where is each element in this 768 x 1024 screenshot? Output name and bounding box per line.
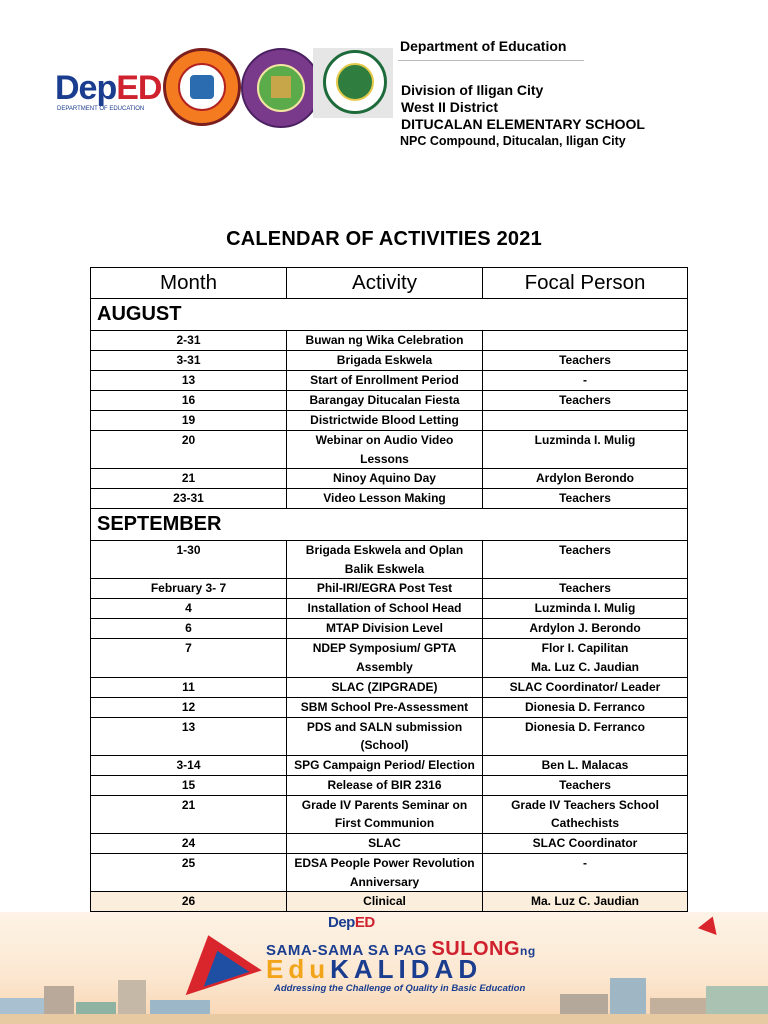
activity-cell: NDEP Symposium/ GPTA Assembly	[287, 639, 483, 677]
activity-cell: Installation of School Head	[287, 599, 483, 619]
date-cell: 16	[91, 391, 287, 411]
column-header-month: Month	[91, 268, 287, 299]
date-cell: 13	[91, 371, 287, 391]
table-row	[91, 697, 688, 717]
focal-person-cell	[483, 411, 688, 431]
activity-cell: SLAC	[287, 833, 483, 853]
activity-cell: Ninoy Aquino Day	[287, 469, 483, 489]
activity-cell: EDSA People Power Revolution Anniversary	[287, 853, 483, 891]
column-header-focal-person: Focal Person	[483, 268, 688, 299]
month-section-row	[91, 299, 688, 331]
activity-cell: Video Lesson Making	[287, 489, 483, 509]
district-name: West II District	[401, 99, 498, 115]
slogan-text: SAMA-SAMA SA PAG	[266, 942, 432, 959]
activity-cell: Districtwide Blood Letting	[287, 411, 483, 431]
table-row	[91, 541, 688, 579]
activity-cell: Start of Enrollment Period	[287, 371, 483, 391]
activities-table	[90, 267, 688, 912]
deped-logo	[55, 70, 163, 114]
activity-cell: MTAP Division Level	[287, 619, 483, 639]
table-row	[91, 391, 688, 411]
activity-cell: SLAC (ZIPGRADE)	[287, 677, 483, 697]
activity-cell: SPG Campaign Period/ Election	[287, 755, 483, 775]
date-cell: 3-31	[91, 351, 287, 371]
focal-person-cell: Teachers	[483, 391, 688, 411]
focal-person-cell: Teachers	[483, 489, 688, 509]
activity-cell: Brigada Eskwela	[287, 351, 483, 371]
banner-deped-logo: DepED	[328, 914, 375, 931]
table-row	[91, 431, 688, 469]
table-row	[91, 853, 688, 891]
department-name: Department of Education	[400, 38, 567, 54]
edukalidad-wordmark	[266, 954, 482, 985]
slogan-highlight: SULONG	[431, 938, 521, 960]
month-label: AUGUST	[91, 299, 688, 331]
date-cell: 12	[91, 697, 287, 717]
table-header-row	[91, 268, 688, 299]
deped-logo-text: DepED	[55, 69, 162, 107]
table-row	[91, 371, 688, 391]
activity-cell: Grade IV Parents Seminar on First Communion	[287, 795, 483, 833]
banner-ground	[0, 1014, 768, 1024]
date-cell: 19	[91, 411, 287, 431]
table-row	[91, 833, 688, 853]
focal-person-cell: SLAC Coordinator/ Leader	[483, 677, 688, 697]
edukalidad-part2: KALIDAD	[330, 954, 483, 984]
date-cell: 4	[91, 599, 287, 619]
focal-person-cell: Ardylon Berondo	[483, 469, 688, 489]
focal-person-cell: Flor I. Capilitan Ma. Luz C. Jaudian	[483, 639, 688, 677]
table-row	[91, 775, 688, 795]
focal-person-cell: Ma. Luz C. Jaudian	[483, 892, 688, 912]
edukalidad-part1: Edu	[266, 954, 331, 984]
date-cell: 1-30	[91, 541, 287, 579]
focal-person-cell: Grade IV Teachers School Cathechists	[483, 795, 688, 833]
table-row	[91, 351, 688, 371]
date-cell: 6	[91, 619, 287, 639]
date-cell: 24	[91, 833, 287, 853]
school-name: DITUCALAN ELEMENTARY SCHOOL	[401, 116, 645, 132]
activity-cell: PDS and SALN submission (School)	[287, 717, 483, 755]
activity-cell: Buwan ng Wika Celebration	[287, 331, 483, 351]
focal-person-cell: Teachers	[483, 775, 688, 795]
table-row	[91, 469, 688, 489]
table-row	[91, 677, 688, 697]
school-address: NPC Compound, Ditucalan, Iligan City	[400, 134, 626, 148]
focal-person-cell: Ardylon J. Berondo	[483, 619, 688, 639]
slogan-suffix: ng	[520, 944, 536, 958]
activity-cell: Barangay Ditucalan Fiesta	[287, 391, 483, 411]
school-seal-frame	[313, 48, 393, 118]
focal-person-cell	[483, 331, 688, 351]
division-name: Division of Iligan City	[401, 82, 544, 98]
school-seal-icon	[323, 50, 387, 114]
focal-person-cell: -	[483, 853, 688, 891]
activity-cell: Phil-IRI/EGRA Post Test	[287, 579, 483, 599]
table-row	[91, 755, 688, 775]
date-cell: 20	[91, 431, 287, 469]
banner-tagline: Addressing the Challenge of Quality in Basic Education	[274, 983, 526, 994]
activity-cell: SBM School Pre-Assessment	[287, 697, 483, 717]
month-section-row	[91, 509, 688, 541]
activity-cell: Webinar on Audio Video Lessons	[287, 431, 483, 469]
date-cell: 21	[91, 795, 287, 833]
focal-person-cell: SLAC Coordinator	[483, 833, 688, 853]
table-row	[91, 331, 688, 351]
table-row	[91, 795, 688, 833]
document-title: CALENDAR OF ACTIVITIES 2021	[226, 228, 542, 250]
table-row	[91, 892, 688, 912]
date-cell: February 3- 7	[91, 579, 287, 599]
activity-cell: Clinical	[287, 892, 483, 912]
date-cell: 23-31	[91, 489, 287, 509]
header-divider	[398, 60, 584, 61]
date-cell: 15	[91, 775, 287, 795]
focal-person-cell: Teachers	[483, 351, 688, 371]
table-row	[91, 579, 688, 599]
table-row	[91, 599, 688, 619]
date-cell: 11	[91, 677, 287, 697]
date-cell: 26	[91, 892, 287, 912]
column-header-activity: Activity	[287, 268, 483, 299]
date-cell: 3-14	[91, 755, 287, 775]
table-row	[91, 717, 688, 755]
focal-person-cell: Luzminda I. Mulig	[483, 599, 688, 619]
table-row	[91, 489, 688, 509]
table-row	[91, 411, 688, 431]
date-cell: 2-31	[91, 331, 287, 351]
table-row	[91, 619, 688, 639]
month-label: SEPTEMBER	[91, 509, 688, 541]
focal-person-cell: Teachers	[483, 541, 688, 579]
date-cell: 25	[91, 853, 287, 891]
deped-region-seal-icon	[163, 48, 241, 126]
focal-person-cell: Teachers	[483, 579, 688, 599]
deped-logo-subtext: DEPARTMENT OF EDUCATION	[57, 106, 145, 112]
activity-cell: Brigada Eskwela and Oplan Balik Eskwela	[287, 541, 483, 579]
date-cell: 7	[91, 639, 287, 677]
focal-person-cell: Luzminda I. Mulig	[483, 431, 688, 469]
date-cell: 21	[91, 469, 287, 489]
activity-cell: Release of BIR 2316	[287, 775, 483, 795]
focal-person-cell: -	[483, 371, 688, 391]
date-cell: 13	[91, 717, 287, 755]
focal-person-cell: Dionesia D. Ferranco	[483, 697, 688, 717]
table-row	[91, 639, 688, 677]
division-iligan-seal-icon	[241, 48, 321, 128]
focal-person-cell: Dionesia D. Ferranco	[483, 717, 688, 755]
focal-person-cell: Ben L. Malacas	[483, 755, 688, 775]
table-body	[91, 299, 688, 912]
